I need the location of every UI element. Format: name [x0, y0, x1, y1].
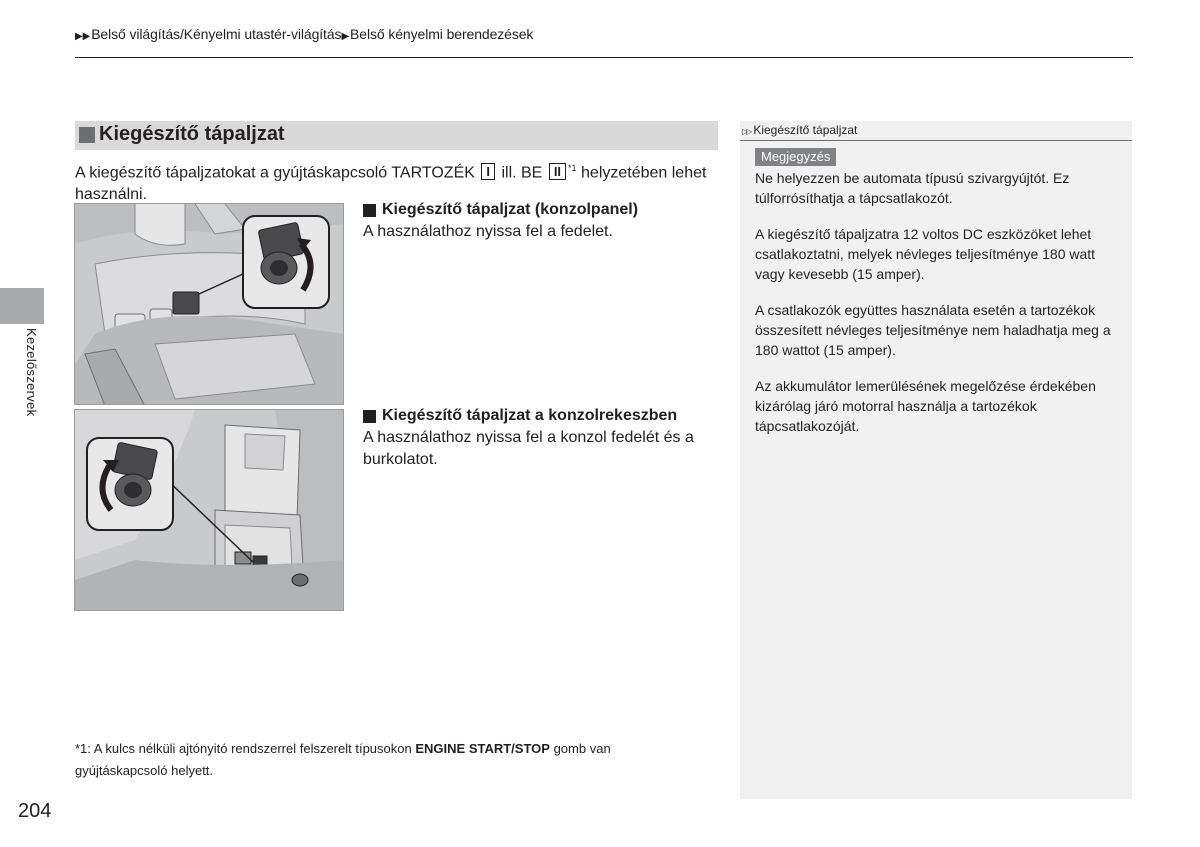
side-note-panel	[740, 121, 1132, 799]
header-divider	[75, 57, 1133, 58]
heading-square-icon	[363, 410, 376, 423]
heading-square-icon	[363, 204, 376, 217]
side-tab-label: Kezelőszervek	[24, 328, 39, 417]
subsection-heading-text: Kiegészítő tápaljzat a konzolrekeszben	[382, 407, 678, 424]
figure-console-panel-socket	[74, 203, 344, 405]
key-accessory-symbol: I	[481, 163, 495, 180]
note-paragraph: Az akkumulátor lemerülésének megelőzése érdekében kizárólag járó motorral használja a tartozékok tápcsatlakozóját.	[755, 378, 1096, 434]
section-square-icon	[79, 127, 95, 143]
subsection-body: A használathoz nyissa fel a fedelet.	[363, 223, 613, 240]
subsection-heading	[363, 199, 713, 221]
side-tab-marker	[0, 288, 44, 324]
side-panel-title: Kiegészítő tápaljzat	[753, 123, 858, 137]
footnote-text-before: *1: A kulcs nélküli ajtónyitó rendszerrel felszerelt típusokon	[75, 741, 412, 756]
breadcrumb	[75, 26, 533, 42]
footnote-ref: *1	[568, 163, 577, 173]
double-arrow-icon: ▷▷	[742, 127, 751, 136]
subsection-console-compartment	[363, 405, 713, 471]
breadcrumb-part2: Belső kényelmi berendezések	[350, 26, 534, 42]
subsection-heading	[363, 405, 713, 427]
subsection-heading-text: Kiegészítő tápaljzat (konzolpanel)	[382, 201, 639, 218]
key-on-symbol: II	[549, 163, 566, 180]
note-paragraph: A kiegészítő tápaljzatra 12 voltos DC eszközöket lehet csatlakoztatni, melyek névleges teljesítménye 180 watt vagy kevesebb (15 amper).	[755, 226, 1096, 282]
console-panel-illustration	[75, 204, 344, 405]
intro-text-after: helyzetében lehet használni.	[75, 164, 707, 204]
breadcrumb-arrow-icon: ▶▶	[75, 31, 91, 42]
console-compartment-illustration	[75, 410, 344, 611]
side-panel-header	[740, 121, 1132, 141]
section-title: Kiegészítő tápaljzat	[99, 123, 285, 145]
subsection-console-panel	[363, 199, 713, 243]
figure-console-compartment-socket	[74, 409, 344, 611]
section-heading	[75, 121, 718, 150]
breadcrumb-part1: Belső világítás/Kényelmi utastér-világítás	[91, 26, 342, 42]
page-number: 204	[18, 800, 52, 822]
footnote-bold-term: ENGINE START/STOP	[415, 741, 550, 756]
subsection-body: A használathoz nyissa fel a konzol fedelét és a burkolatot.	[363, 429, 694, 468]
footnote	[75, 738, 695, 782]
note-badge: Megjegyzés	[755, 148, 836, 166]
note-paragraph: Ne helyezzen be automata típusú szivargyújtót. Ez túlforrósíthatja a tápcsatlakozót.	[755, 170, 1070, 206]
footnote-text-after: gomb van gyújtáskapcsoló helyett.	[75, 741, 611, 778]
intro-text-before: A kiegészítő tápaljzatokat a gyújtáskapcsoló TARTOZÉK	[75, 164, 475, 182]
intro-text-middle: ill. BE	[501, 164, 543, 182]
breadcrumb-arrow-icon: ▶	[341, 31, 350, 42]
side-panel-body	[755, 168, 1125, 452]
note-paragraph: A csatlakozók együttes használata esetén a tartozékok összesített névleges teljesítménye nem haladhatja meg a 180 wattot (15 amper).	[755, 302, 1111, 358]
